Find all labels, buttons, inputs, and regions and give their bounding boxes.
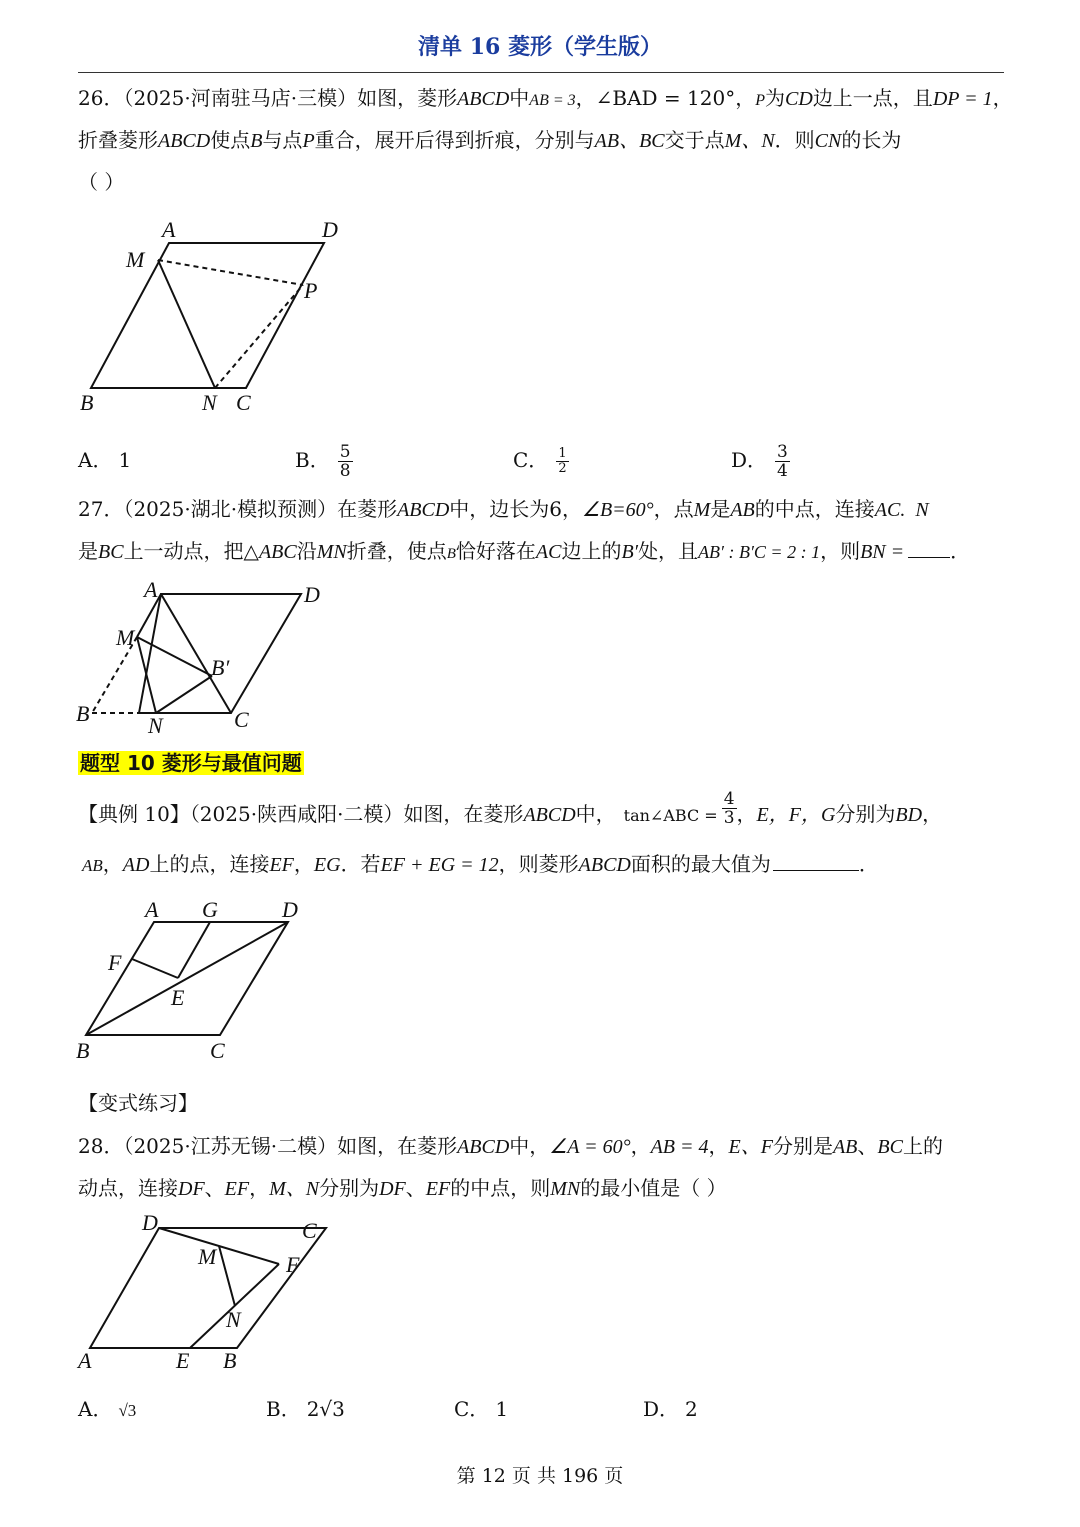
q26-label-p: P (304, 278, 318, 303)
example10-label-c: C (210, 1038, 225, 1063)
example10-label-b: B (76, 1038, 90, 1063)
page-footer: 第 12 页 共 196 页 (456, 1465, 624, 1487)
q27-label-c: C (234, 707, 249, 732)
q27-segment-mb-prime (137, 637, 212, 676)
q28-label-e: E (176, 1348, 190, 1373)
example10-label-f: F (108, 950, 122, 975)
q27-label-d: D (304, 582, 320, 607)
q27-segment-mn (137, 637, 156, 713)
example10-figure (72, 892, 342, 1072)
q26-segment-mn (158, 260, 215, 388)
example10-segment-eg (178, 922, 210, 978)
q28-label-b: B (223, 1348, 237, 1373)
q26-label-n: N (202, 390, 217, 415)
example10-label-a: A (145, 897, 159, 922)
example10-line-2: AB，AD上的点，连接EF，EG．若EF + EG = 12，则菱形ABCD面积的最大值为 ． (82, 852, 879, 876)
q28-figure (72, 1208, 342, 1378)
q26-figure (78, 210, 368, 425)
page-header-title: 清单 16 菱形（学生版） (418, 34, 662, 60)
q26-segment-mp (158, 260, 303, 285)
header-divider (78, 72, 1004, 73)
q28-label-c: C (302, 1218, 317, 1243)
q26-label-d: D (322, 217, 338, 242)
example10-label-d: D (282, 897, 298, 922)
section-heading: 题型 10 菱形与最值问题 (80, 751, 302, 775)
q27-figure (72, 575, 342, 740)
q27-label-b: B (76, 701, 90, 726)
q26-line-2: 折叠菱形ABCD使点B与点P重合，展开后得到折痕，分别与AB、BC交于点M、N．则CN的长为 (78, 128, 902, 152)
q27-label-n: N (148, 713, 163, 738)
q28-option-a[interactable]: A． √3 (78, 1397, 137, 1421)
q27-label-m: M (116, 625, 135, 650)
q28-option-d[interactable]: D． 2 (643, 1397, 698, 1421)
q26-answer-paren: （ ） (78, 170, 125, 194)
q26-option-d[interactable]: D． $\frac{3}{4}$ (731, 442, 788, 481)
example10-line-1: 【典例 10】（2025·陕西咸阳·二模）如图，在菱形ABCD中， tan∠ABC = $\frac{4}{3}$ ，E，F，G分别为BD， (78, 789, 943, 828)
q27-segment-nb-prime (156, 676, 212, 713)
q27-label-a: A (144, 577, 158, 602)
example10-label-e: E (171, 985, 185, 1010)
q27-diagonal-ac (161, 594, 231, 713)
q26-segment-np (215, 285, 303, 388)
q26-label-c: C (236, 390, 251, 415)
variant-heading: 【变式练习】 (78, 1091, 198, 1115)
q28-option-b[interactable]: B． 2√3 (266, 1397, 345, 1421)
q28-line-2: 动点，连接DF、EF，M、N分别为DF、EF的中点，则MN的最小值是（ ） (78, 1176, 727, 1200)
q27-label-b-prime: B′ (211, 655, 230, 680)
q26-line-1: 26．（2025·河南驻马店·三模）如图，菱形ABCD中AB = 3，∠BAD = 120°，P为CD边上一点，且DP = 1， (78, 86, 1013, 110)
q28-line-1: 28．（2025·江苏无锡·二模）如图，在菱形ABCD中，∠A = 60°，AB = 4，E、F分别是AB、BC上的 (78, 1134, 943, 1158)
q27-line-1: 27．（2025·湖北·模拟预测）在菱形ABCD中，边长为6，∠B=60°，点M是AB的中点，连接AC. N (78, 497, 929, 521)
q27-line-2: 是BC上一动点，把△ABC沿MN折叠，使点B恰好落在AC边上的B′处，且AB′ : B′C = 2 : 1，则BN = ． (78, 539, 971, 563)
example10-segment-ef (132, 959, 178, 978)
q26-option-a[interactable]: A． 1 (78, 448, 132, 472)
q28-segment-mn (219, 1246, 235, 1306)
q26-option-b[interactable]: B． $\frac{5}{8}$ (295, 442, 351, 481)
q28-label-m: M (198, 1244, 217, 1269)
example10-answer-blank[interactable] (773, 870, 859, 871)
example10-label-g: G (202, 897, 218, 922)
example10-diagonal-bd (86, 922, 288, 1035)
q28-label-d: D (142, 1210, 158, 1235)
q26-label-a: A (162, 217, 176, 242)
q26-option-c[interactable]: C． $\frac{1}{2}$ (513, 446, 567, 476)
q28-label-f: F (286, 1252, 300, 1277)
q26-label-m: M (126, 247, 145, 272)
q27-answer-blank[interactable] (908, 557, 950, 558)
q28-option-c[interactable]: C． 1 (454, 1397, 509, 1421)
q26-label-b: B (80, 390, 94, 415)
q28-label-n: N (226, 1307, 241, 1332)
q28-label-a: A (78, 1348, 92, 1373)
